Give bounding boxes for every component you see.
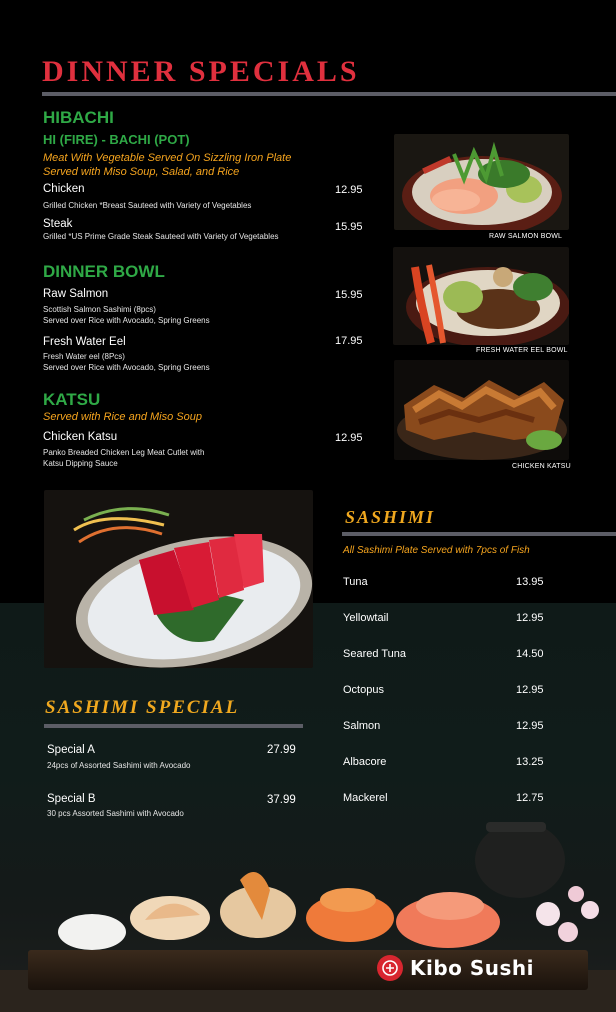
sashimi-item-name: Tuna bbox=[343, 576, 368, 588]
sushi-board-image bbox=[0, 820, 616, 1012]
sashimi-item-name: Mackerel bbox=[343, 792, 388, 804]
sashimi-item-name: Octopus bbox=[343, 684, 384, 696]
special-item-name: Special B bbox=[47, 793, 96, 805]
katsu-item-name: Chicken Katsu bbox=[43, 431, 118, 443]
sashimi-item-name: Albacore bbox=[343, 756, 387, 768]
sashimi-special-divider bbox=[44, 724, 303, 728]
katsu-item-desc: Katsu Dipping Sauce bbox=[43, 459, 118, 468]
sashimi-item-price: 14.50 bbox=[516, 648, 544, 660]
dinner-bowl-item-price: 17.95 bbox=[335, 335, 363, 347]
sashimi-item-name: Salmon bbox=[343, 720, 381, 732]
eel-bowl-photo bbox=[393, 247, 569, 345]
hibachi-item-name: Chicken bbox=[43, 183, 85, 195]
special-item-desc: 30 pcs Assorted Sashimi with Avocado bbox=[47, 809, 184, 818]
sashimi-special-heading: SASHIMI SPECIAL bbox=[45, 697, 240, 718]
chicken-katsu-caption: CHICKEN KATSU bbox=[512, 463, 571, 470]
sashimi-item-name: Seared Tuna bbox=[343, 648, 406, 660]
hibachi-item-price: 15.95 bbox=[335, 221, 363, 233]
katsu-heading: KATSU bbox=[43, 390, 101, 409]
katsu-item-price: 12.95 bbox=[335, 432, 363, 444]
katsu-note: Served with Rice and Miso Soup bbox=[43, 411, 202, 423]
sushi-board-photo bbox=[0, 820, 616, 1012]
sashimi-plate-photo bbox=[44, 490, 313, 668]
dinner-bowl-item-desc: Fresh Water eel (8Pcs) bbox=[43, 352, 125, 361]
special-item-price: 37.99 bbox=[267, 794, 296, 806]
hibachi-item-price: 12.95 bbox=[335, 184, 363, 196]
dinner-bowl-item-desc: Scottish Salmon Sashimi (8pcs) bbox=[43, 305, 156, 314]
sashimi-item-name: Yellowtail bbox=[343, 612, 389, 624]
special-item-name: Special A bbox=[47, 744, 95, 756]
sashimi-divider bbox=[342, 532, 616, 536]
dinner-bowl-item-desc: Served over Rice with Avocado, Spring Greens bbox=[43, 316, 210, 325]
sashimi-item-price: 13.95 bbox=[516, 576, 544, 588]
title-divider bbox=[42, 92, 616, 96]
chicken-katsu-photo bbox=[394, 360, 569, 460]
raw-salmon-bowl-photo bbox=[394, 134, 569, 230]
sashimi-item-price: 12.95 bbox=[516, 684, 544, 696]
special-item-price: 27.99 bbox=[267, 744, 296, 756]
hibachi-note-line1: Meat With Vegetable Served On Sizzling Iron Plate bbox=[43, 152, 292, 164]
special-item-desc: 24pcs of Assorted Sashimi with Avocado bbox=[47, 761, 191, 770]
hibachi-note-line2: Served with Miso Soup, Salad, and Rice bbox=[43, 166, 240, 178]
brand-name: Kibo Sushi bbox=[410, 956, 535, 980]
page-title: DINNER SPECIALS bbox=[42, 55, 360, 88]
kibo-seal-icon bbox=[377, 955, 403, 981]
salmon-bowl-caption: RAW SALMON BOWL bbox=[489, 233, 563, 240]
hibachi-item-desc: Grilled Chicken *Breast Sauteed with Variety of Vegetables bbox=[43, 201, 252, 210]
sashimi-item-price: 12.95 bbox=[516, 612, 544, 624]
sashimi-note: All Sashimi Plate Served with 7pcs of Fish bbox=[343, 545, 530, 556]
dinner-bowl-item-desc: Served over Rice with Avocado, Spring Greens bbox=[43, 363, 210, 372]
eel-bowl-caption: FRESH WATER EEL BOWL bbox=[476, 347, 568, 354]
hibachi-subheading: HI (FIRE) - BACHI (POT) bbox=[43, 132, 190, 147]
hibachi-item-desc: Grilled *US Prime Grade Steak Sauteed with Variety of Vegetables bbox=[43, 232, 279, 241]
seal-glyph-icon bbox=[381, 959, 399, 977]
dinner-bowl-heading: DINNER BOWL bbox=[43, 262, 165, 281]
salmon-bowl-image bbox=[394, 134, 569, 230]
hibachi-item-name: Steak bbox=[43, 218, 73, 230]
sashimi-item-price: 12.75 bbox=[516, 792, 544, 804]
brand-logo bbox=[377, 955, 534, 981]
sashimi-plate-image bbox=[44, 490, 313, 668]
hibachi-heading: HIBACHI bbox=[43, 108, 114, 127]
sashimi-item-price: 13.25 bbox=[516, 756, 544, 768]
sashimi-heading: SASHIMI bbox=[345, 507, 436, 527]
sashimi-item-price: 12.95 bbox=[516, 720, 544, 732]
katsu-item-desc: Panko Breaded Chicken Leg Meat Cutlet with bbox=[43, 448, 205, 457]
eel-bowl-image bbox=[393, 247, 569, 345]
dinner-bowl-item-name: Raw Salmon bbox=[43, 288, 109, 300]
dinner-bowl-item-name: Fresh Water Eel bbox=[43, 336, 126, 348]
dinner-bowl-item-price: 15.95 bbox=[335, 289, 363, 301]
chicken-katsu-image bbox=[394, 360, 569, 460]
